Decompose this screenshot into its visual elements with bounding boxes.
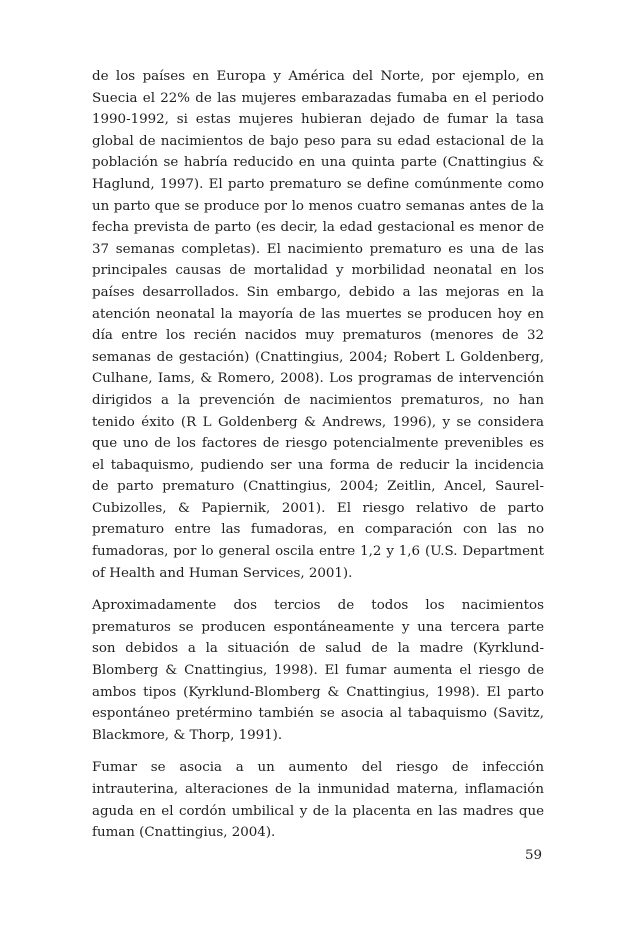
paragraph-1: de los países en Europa y América del Norte, por ejemplo, en Suecia el 22% de las mujeres embarazadas fumaba en el periodo 1990-1992, si estas mujeres hubieran dejado de fumar la tasa global de nacimientos de bajo peso para su edad estacional de la población se habría reducido en una quinta parte (Cnattingius & Haglund, 1997). El parto prematuro se define comúnmente como un parto que se produce por lo menos cuatro semanas antes de la fecha prevista de parto (es decir, la edad gestacional es menor de 37 semanas completas). El nacimiento prematuro es una de las principales causas de mortalidad y morbilidad neonatal en los países desarrollados. Sin embargo, debido a las mejoras en la atención neonatal la mayoría de las muertes se producen hoy en día entre los recién nacidos muy prematuros (menores de 32 semanas de gestación) (Cnattingius, 2004; Robert L Goldenberg, Culhane, Iams, & Romero, 2008). Los programas de intervención dirigidos a la prevención de nacimientos prematuros, no han tenido éxito (R L Goldenberg & Andrews, 1996), y se considera que uno de los factores de riesgo potencialmente prevenibles es el tabaquismo, pudiendo ser una forma de reducir la incidencia de parto prematuro (Cnattingius, 2004; Zeitlin, Ancel, Saurel-Cubizolles, & Papiernik, 2001). El riesgo relativo de parto prematuro entre las fumadoras, en comparación con las no fumadoras, por lo general oscila entre 1,2 y 1,6 (U.S. Department of Health and Human Services, 2001).: [92, 69, 544, 581]
body-text: [92, 66, 544, 855]
page-number: 59: [524, 848, 542, 863]
paragraph-3: Fumar se asocia a un aumento del riesgo de infección intrauterina, alteraciones de la inmunidad materna, inflamación aguda en el cordón umbilical y de la placenta en las madres que fuman (Cnattingius, 2004).: [92, 760, 544, 841]
paragraph-2: Aproximadamente dos tercios de todos los nacimientos prematuros se producen espontáneamente y una tercera parte son debidos a la situación de salud de la madre (Kyrklund-Blomberg & Cnattingius, 1998). El fumar aumenta el riesgo de ambos tipos (Kyrklund-Blomberg & Cnattingius, 1998). El parto espontáneo pretérmino también se asocia al tabaquismo (Savitz, Blackmore, & Thorp, 1991).: [92, 598, 544, 743]
